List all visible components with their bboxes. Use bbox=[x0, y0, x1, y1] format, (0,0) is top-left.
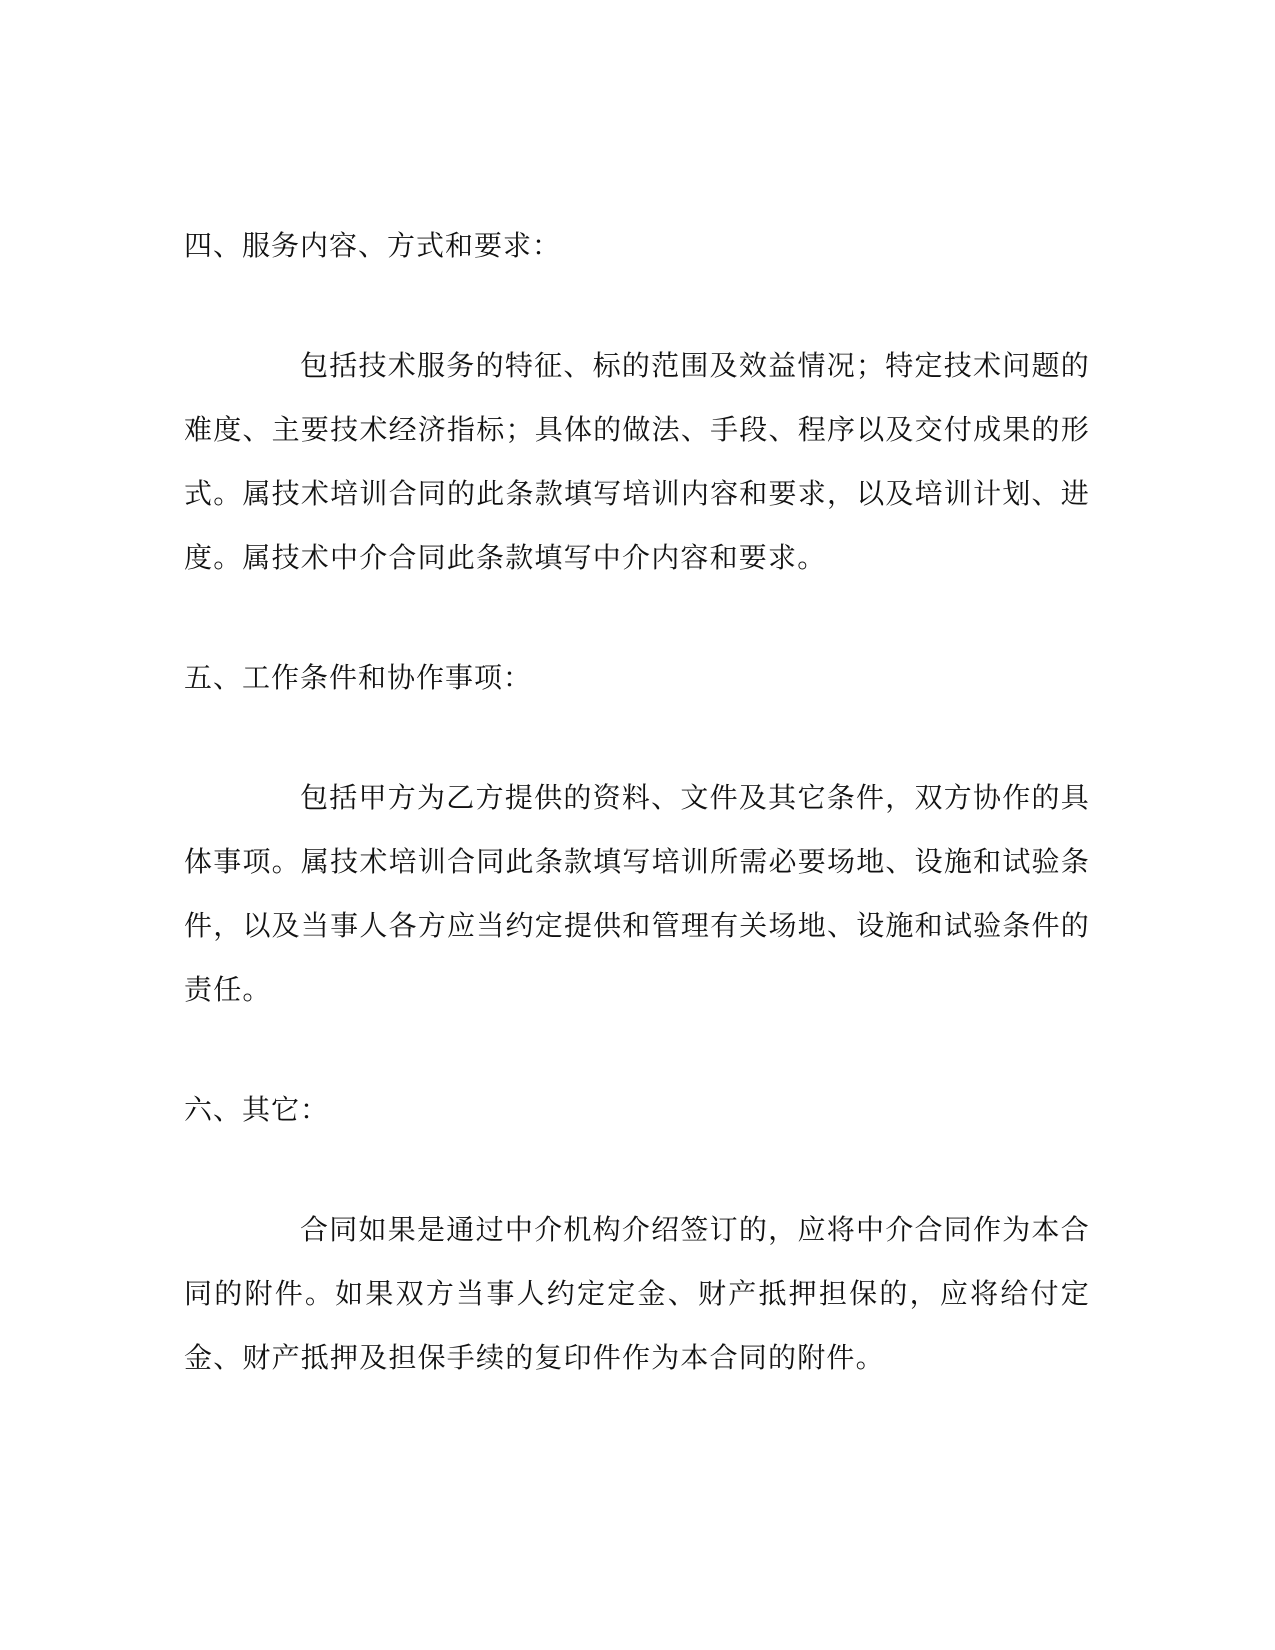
section-heading-6: 六、其它： bbox=[184, 1093, 330, 1126]
section-heading-4: 四、服务内容、方式和要求： bbox=[184, 229, 562, 262]
section-body-4: 包括技术服务的特征、标的范围及效益情况；特定技术问题的难度、主要技术经济指标；具体的做法、手段、程序以及交付成果的形式。属技术培训合同的此条款填写培训内容和要求，以及培训计划、进度。属技术中介合同此条款填写中介内容和要求。 bbox=[184, 349, 1090, 574]
section-body-6: 合同如果是通过中介机构介绍签订的，应将中介合同作为本合同的附件。如果双方当事人约定定金、财产抵押担保的，应将给付定金、财产抵押及担保手续的复印件作为本合同的附件。 bbox=[184, 1213, 1090, 1374]
section-heading-5: 五、工作条件和协作事项： bbox=[184, 661, 533, 694]
section-body-5: 包括甲方为乙方提供的资料、文件及其它条件，双方协作的具体事项。属技术培训合同此条款填写培训所需必要场地、设施和试验条件，以及当事人各方应当约定提供和管理有关场地、设施和试验条件的责任。 bbox=[184, 781, 1090, 1006]
